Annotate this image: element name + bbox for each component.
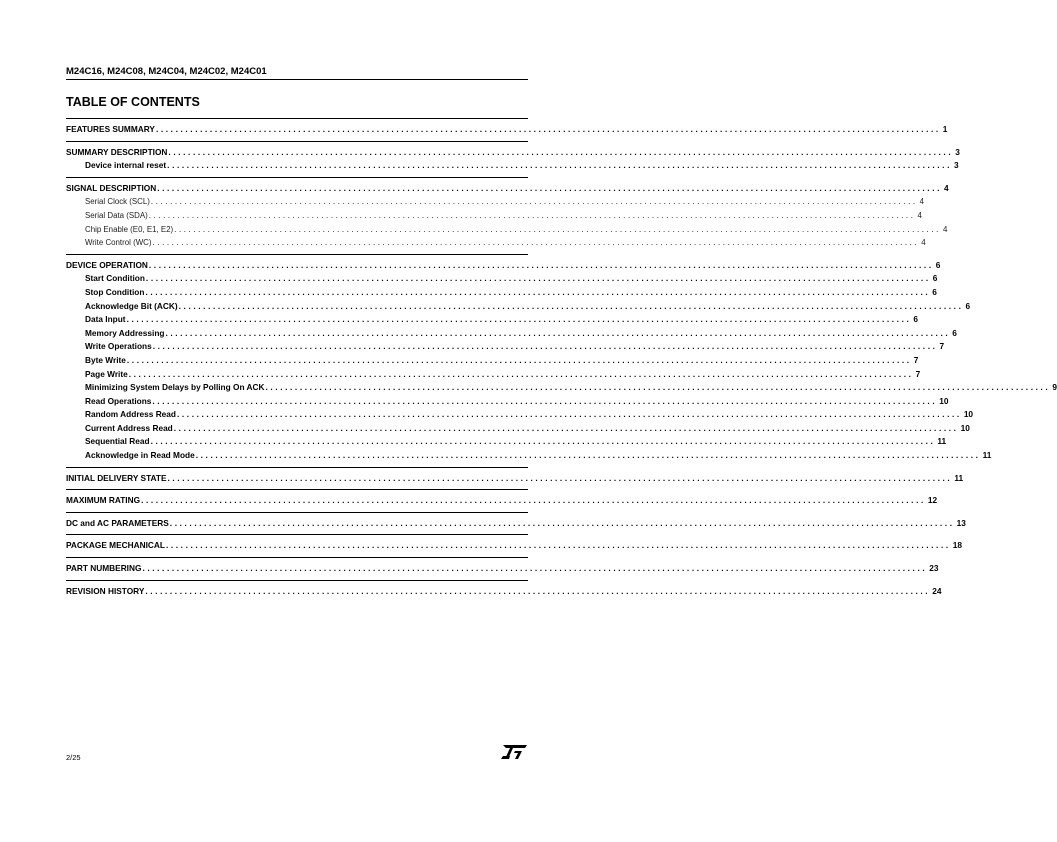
toc-entry-label: MAXIMUM RATING: [66, 495, 141, 506]
toc-entry[interactable]: [66, 259, 941, 273]
dot-leader: ................................................................................................................................................................: [165, 540, 951, 551]
dot-leader: ................................................................................................................................................................: [128, 368, 914, 379]
dot-leader: ................................................................................................................................................................: [152, 395, 938, 406]
toc-entry-label: Serial Clock (SCL): [85, 197, 150, 207]
dot-leader: ................................................................................................................................................................: [148, 259, 934, 270]
toc-entry-label: PACKAGE MECHANICAL: [66, 540, 165, 551]
dot-leader: ................................................................................................................................................................: [150, 197, 918, 207]
toc-entry[interactable]: [66, 422, 970, 436]
toc-entry-page: 10: [939, 395, 949, 406]
running-header-title: M24C16, M24C08, M24C04, M24C02, M24C01: [66, 66, 267, 77]
toc-section: [66, 182, 949, 250]
section-divider: [66, 489, 528, 490]
toc-entry[interactable]: [66, 123, 948, 137]
toc-entry-page: 6: [913, 314, 919, 325]
toc-entry[interactable]: [66, 209, 922, 223]
toc-entry-page: 6: [935, 259, 941, 270]
toc-entry-page: 4: [921, 238, 926, 248]
dot-leader: ................................................................................................................................................................: [167, 472, 953, 483]
toc-entry-label: SIGNAL DESCRIPTION: [66, 182, 157, 193]
footer-page-number: 2/25: [66, 753, 81, 762]
toc-entry[interactable]: [66, 223, 948, 237]
section-divider: [66, 141, 528, 142]
toc-entry-label: Serial Data (SDA): [85, 210, 148, 220]
toc-entry[interactable]: [66, 300, 971, 314]
dot-leader: ................................................................................................................................................................: [155, 124, 941, 134]
toc-entry-label: REVISION HISTORY: [66, 585, 145, 596]
toc-section: [66, 123, 948, 137]
toc-entry[interactable]: [66, 340, 945, 354]
toc-entry-label: Device internal reset: [85, 160, 167, 171]
dot-leader: ................................................................................................................................................................: [152, 238, 920, 248]
toc-entry-page: 6: [952, 327, 957, 338]
toc-section: [66, 472, 964, 486]
toc-section: [66, 517, 966, 531]
toc-entry[interactable]: [66, 449, 992, 463]
toc-entry-label: Random Address Read: [85, 409, 176, 420]
toc-entry-label: Current Address Read: [85, 422, 173, 433]
toc-title: TABLE OF CONTENTS: [66, 95, 200, 109]
toc-entry[interactable]: [66, 272, 938, 286]
toc-entry[interactable]: [66, 408, 974, 422]
dot-leader: ................................................................................................................................................................: [176, 409, 962, 420]
dot-leader: ................................................................................................................................................................: [173, 422, 959, 433]
toc-section: [66, 539, 963, 553]
toc-entry[interactable]: [66, 354, 919, 368]
toc-entry-label: Chip Enable (E0, E1, E2): [85, 224, 174, 234]
dot-leader: ................................................................................................................................................................: [174, 224, 941, 234]
toc-section: [66, 259, 1057, 463]
dot-leader: ................................................................................................................................................................: [168, 146, 954, 157]
dot-leader: ................................................................................................................................................................: [141, 495, 926, 506]
toc-entry[interactable]: [66, 195, 925, 209]
toc-entry[interactable]: [66, 381, 1057, 395]
dot-leader: ................................................................................................................................................................: [195, 450, 981, 461]
dot-leader: ................................................................................................................................................................: [165, 327, 951, 338]
toc-entry-label: INITIAL DELIVERY STATE: [66, 472, 167, 483]
toc-entry[interactable]: [66, 435, 947, 449]
table-of-contents: [66, 118, 1057, 602]
toc-entry[interactable]: [66, 472, 964, 486]
toc-entry[interactable]: [66, 368, 921, 382]
toc-entry-page: 9: [1052, 382, 1057, 393]
toc-entry-label: Start Condition: [85, 273, 145, 284]
toc-section: [66, 585, 942, 599]
dot-leader: ................................................................................................................................................................: [157, 182, 943, 193]
section-divider: [66, 557, 528, 558]
toc-entry[interactable]: [66, 182, 949, 196]
toc-entry[interactable]: [66, 517, 966, 531]
section-divider: [66, 580, 528, 581]
toc-entry-page: 12: [927, 495, 938, 506]
toc-section: [66, 494, 938, 508]
dot-leader: ................................................................................................................................................................: [265, 382, 1051, 393]
dot-leader: ................................................................................................................................................................: [142, 563, 928, 574]
running-header: [66, 66, 528, 80]
toc-entry-label: SUMMARY DESCRIPTION: [66, 146, 168, 157]
dot-leader: ................................................................................................................................................................: [145, 273, 931, 284]
toc-entry[interactable]: [66, 585, 942, 599]
section-divider: [66, 254, 528, 255]
dot-leader: ................................................................................................................................................................: [169, 517, 955, 528]
toc-entry-label: DEVICE OPERATION: [66, 259, 148, 270]
toc-entry-page: 24: [932, 585, 942, 596]
toc-entry-page: 7: [913, 354, 919, 365]
dot-leader: ................................................................................................................................................................: [150, 436, 936, 447]
toc-entry[interactable]: [66, 313, 919, 327]
toc-entry-page: 23: [929, 563, 939, 574]
dot-leader: ................................................................................................................................................................: [152, 341, 938, 352]
toc-entry[interactable]: [66, 494, 938, 508]
toc-entry-page: 1: [942, 124, 948, 134]
section-divider: [66, 512, 528, 513]
toc-entry-label: Memory Addressing: [85, 327, 165, 338]
toc-section: [66, 562, 939, 576]
toc-entry[interactable]: [66, 286, 937, 300]
toc-entry[interactable]: [66, 562, 939, 576]
toc-entry-page: 4: [917, 210, 922, 220]
toc-entry-page: 4: [942, 224, 948, 234]
toc-entry-page: 6: [965, 300, 971, 311]
toc-entry[interactable]: [66, 395, 949, 409]
toc-entry-label: Byte Write: [85, 354, 126, 365]
section-divider: [66, 177, 528, 178]
toc-entry-label: Minimizing System Delays by Polling On ACK: [85, 382, 265, 393]
toc-entry-page: 7: [915, 368, 921, 379]
toc-entry-page: 13: [956, 517, 966, 528]
toc-section: [66, 146, 960, 173]
toc-entry[interactable]: [66, 236, 926, 250]
section-divider: [66, 467, 528, 468]
dot-leader: ................................................................................................................................................................: [126, 354, 912, 365]
toc-entry-page: 7: [939, 341, 945, 352]
toc-entry-page: 18: [952, 540, 963, 551]
toc-entry-label: Acknowledge Bit (ACK): [85, 300, 178, 311]
toc-entry-label: Page Write: [85, 368, 128, 379]
toc-entry-label: Write Operations: [85, 341, 152, 352]
dot-leader: ................................................................................................................................................................: [145, 585, 931, 596]
toc-entry-page: 6: [932, 286, 937, 297]
toc-entry-page: 10: [963, 409, 974, 420]
toc-entry-label: Data Input: [85, 314, 126, 325]
dot-leader: ................................................................................................................................................................: [167, 160, 952, 171]
toc-entry-page: 3: [955, 146, 960, 157]
toc-entry[interactable]: [66, 146, 960, 160]
toc-entry-label: PART NUMBERING: [66, 563, 142, 574]
dot-leader: ................................................................................................................................................................: [148, 210, 916, 220]
toc-entry-page: 6: [932, 273, 938, 284]
toc-entry-label: DC and AC PARAMETERS: [66, 517, 169, 528]
st-logo-icon: [500, 743, 528, 761]
toc-entry-page: 11: [937, 436, 947, 447]
toc-entry-label: Read Operations: [85, 395, 152, 406]
section-divider: [66, 534, 528, 535]
toc-entry-label: Acknowledge in Read Mode: [85, 450, 195, 461]
section-divider: [66, 118, 528, 119]
toc-entry-page: 11: [982, 450, 992, 461]
dot-leader: ................................................................................................................................................................: [126, 314, 912, 325]
toc-entry-page: 4: [944, 182, 949, 193]
toc-entry-page: 10: [960, 422, 970, 433]
toc-entry-label: Write Control (WC): [85, 238, 152, 248]
toc-entry[interactable]: [66, 539, 963, 553]
toc-entry-label: Stop Condition: [85, 286, 145, 297]
toc-entry[interactable]: [66, 327, 957, 341]
dot-leader: ................................................................................................................................................................: [145, 286, 931, 297]
toc-entry-page: 3: [954, 160, 959, 171]
dot-leader: ................................................................................................................................................................: [178, 300, 964, 311]
toc-entry[interactable]: [66, 159, 959, 173]
toc-entry-label: Sequential Read: [85, 436, 150, 447]
toc-entry-label: FEATURES SUMMARY: [66, 124, 155, 134]
toc-entry-page: 11: [954, 472, 964, 483]
toc-entry-page: 4: [919, 197, 925, 207]
